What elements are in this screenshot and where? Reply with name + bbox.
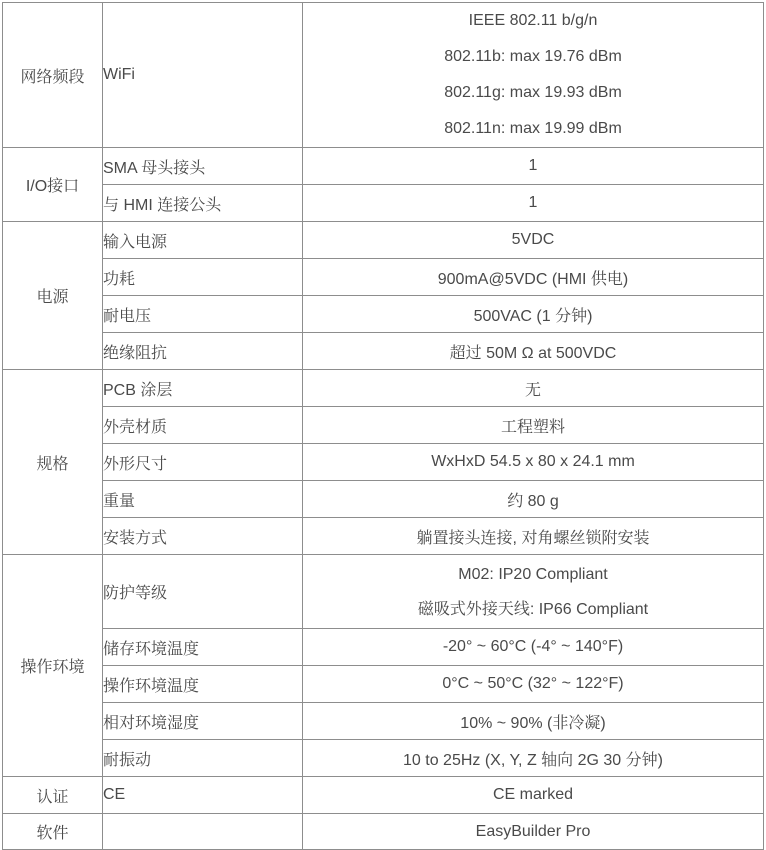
spec-label-cell: 与 HMI 连接公头 xyxy=(103,185,303,222)
category-cell-network: 网络频段 xyxy=(3,3,103,148)
table-row xyxy=(3,666,764,703)
spec-value-cell xyxy=(303,3,764,148)
spec-label-cell: 输入电源 xyxy=(103,222,303,259)
table-row xyxy=(3,629,764,666)
spec-label-cell: 外壳材质 xyxy=(103,407,303,444)
spec-label-cell: 安装方式 xyxy=(103,518,303,555)
spec-label-cell: 外形尺寸 xyxy=(103,444,303,481)
spec-value-cell: EasyBuilder Pro xyxy=(303,814,764,850)
value-line: IEEE 802.11 b/g/n xyxy=(468,12,598,29)
table-row xyxy=(3,222,764,259)
spec-label-cell: 功耗 xyxy=(103,259,303,296)
category-cell-software: 软件 xyxy=(3,814,103,850)
table-row xyxy=(3,407,764,444)
table-row xyxy=(3,3,764,148)
spec-value-cell: 1 xyxy=(303,148,764,185)
spec-value-cell: 1 xyxy=(303,185,764,222)
spec-label-cell: 储存环境温度 xyxy=(103,629,303,666)
category-cell-environment: 操作环境 xyxy=(3,555,103,777)
table-row xyxy=(3,777,764,814)
spec-table xyxy=(2,2,764,850)
table-row xyxy=(3,518,764,555)
spec-value-cell: 工程塑料 xyxy=(303,407,764,444)
category-cell-certification: 认证 xyxy=(3,777,103,814)
spec-value-cell: 超过 50M Ω at 500VDC xyxy=(303,333,764,370)
value-line: 802.11g: max 19.93 dBm xyxy=(444,84,622,101)
category-cell-power: 电源 xyxy=(3,222,103,370)
table-row xyxy=(3,555,764,629)
value-line: 802.11n: max 19.99 dBm xyxy=(444,120,622,137)
spec-value-cell: WxHxD 54.5 x 80 x 24.1 mm xyxy=(303,444,764,481)
table-row xyxy=(3,185,764,222)
spec-label-cell: CE xyxy=(103,777,303,814)
spec-value-cell: 约 80 g xyxy=(303,481,764,518)
spec-value-cell: 躺置接头连接, 对角螺丝锁附安装 xyxy=(303,518,764,555)
spec-value-cell: 10 to 25Hz (X, Y, Z 轴向 2G 30 分钟) xyxy=(303,740,764,777)
spec-label-cell: 耐电压 xyxy=(103,296,303,333)
value-line: 磁吸式外接天线: IP66 Compliant xyxy=(417,600,649,618)
spec-label-cell: 相对环境湿度 xyxy=(103,703,303,740)
table-row xyxy=(3,740,764,777)
table-row xyxy=(3,370,764,407)
spec-label-cell: 防护等级 xyxy=(103,555,303,629)
table-row xyxy=(3,703,764,740)
spec-value-cell: 0°C ~ 50°C (32° ~ 122°F) xyxy=(303,666,764,703)
table-row xyxy=(3,148,764,185)
category-cell-specs: 规格 xyxy=(3,370,103,555)
spec-value-cell: 无 xyxy=(303,370,764,407)
spec-label-cell: 操作环境温度 xyxy=(103,666,303,703)
spec-value-cell xyxy=(303,555,764,629)
spec-label-cell xyxy=(103,814,303,850)
spec-label-cell: 重量 xyxy=(103,481,303,518)
spec-value-cell: 900mA@5VDC (HMI 供电) xyxy=(303,259,764,296)
spec-label-cell: 耐振动 xyxy=(103,740,303,777)
spec-value-cell: -20° ~ 60°C (-4° ~ 140°F) xyxy=(303,629,764,666)
spec-label-cell: WiFi xyxy=(103,3,303,148)
spec-table-container xyxy=(2,2,763,850)
table-row xyxy=(3,296,764,333)
category-cell-io: I/O接口 xyxy=(3,148,103,222)
spec-label-cell: 绝缘阻抗 xyxy=(103,333,303,370)
spec-value-cell: 500VAC (1 分钟) xyxy=(303,296,764,333)
spec-label-cell: PCB 涂层 xyxy=(103,370,303,407)
spec-value-cell: 5VDC xyxy=(303,222,764,259)
table-row xyxy=(3,333,764,370)
spec-value-cell: 10% ~ 90% (非冷凝) xyxy=(303,703,764,740)
table-row xyxy=(3,259,764,296)
value-line: M02: IP20 Compliant xyxy=(458,565,608,583)
spec-value-cell: CE marked xyxy=(303,777,764,814)
spec-label-cell: SMA 母头接头 xyxy=(103,148,303,185)
table-row xyxy=(3,481,764,518)
value-line: 802.11b: max 19.76 dBm xyxy=(444,48,622,65)
table-row xyxy=(3,814,764,850)
table-row xyxy=(3,444,764,481)
